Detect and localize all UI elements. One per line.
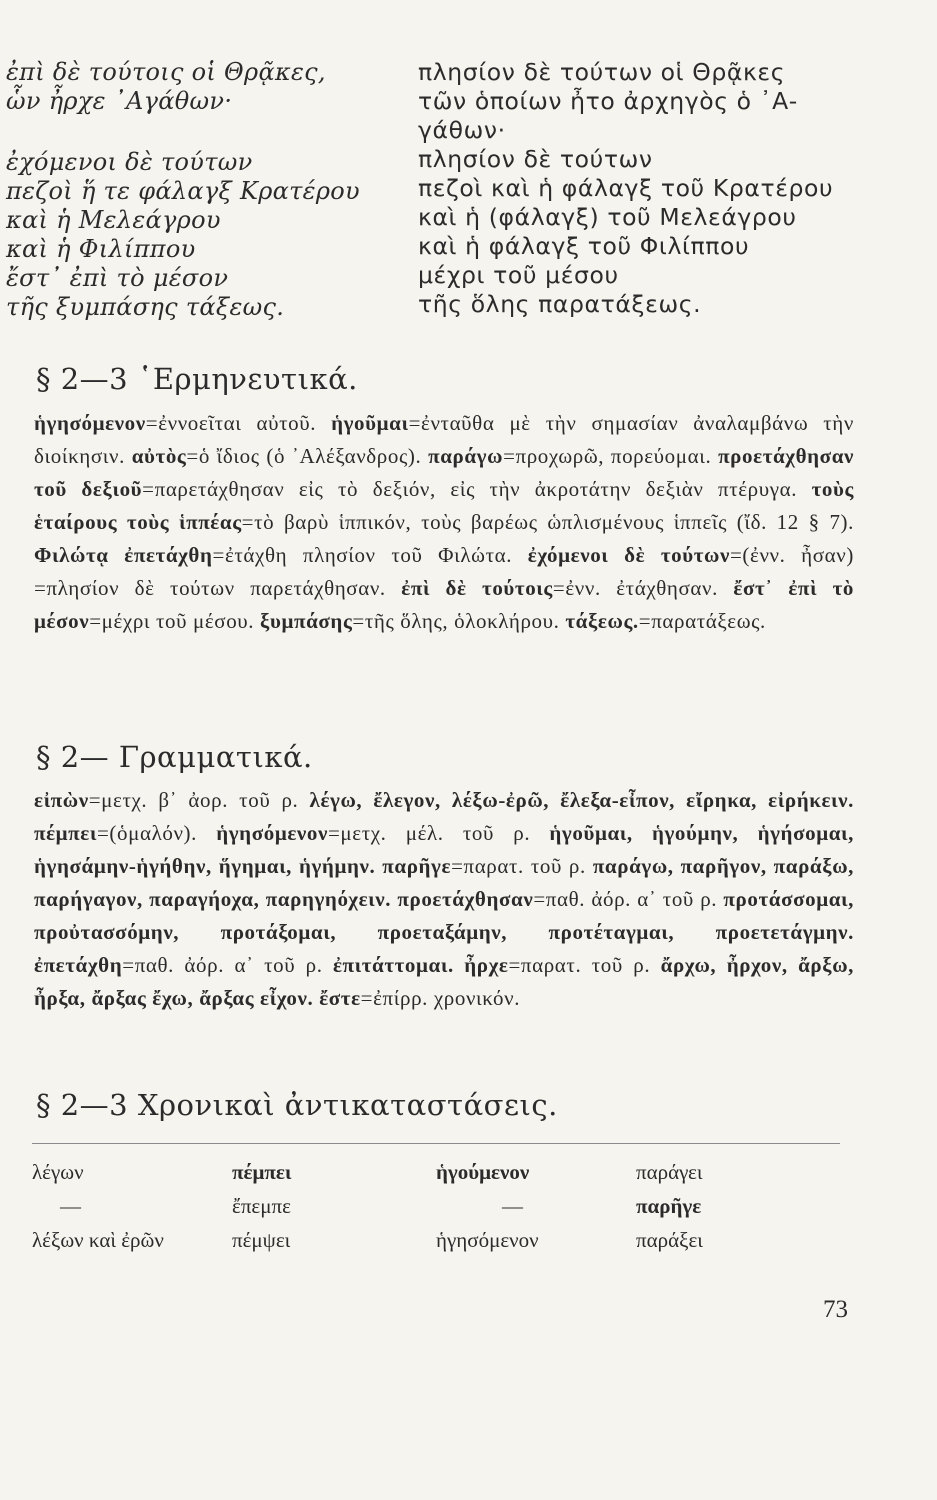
original-line: ἔστ᾽ ἐπὶ τὸ μέσον [6,264,229,292]
tense-cell: πέμπει [232,1160,292,1184]
original-line: πεζοὶ ἥ τε φάλαγξ Κρατέρου [6,177,360,205]
tense-heading: § 2—3 Χρονικαὶ ἀντικαταστάσεις. [36,1088,558,1122]
tense-cell: παράξει [636,1228,703,1252]
original-line: καὶ ἡ Μελεάγρου [6,206,221,234]
original-line: ἐχόμενοι δὲ τούτων [6,148,253,176]
tense-cell: — [60,1194,81,1218]
hermeneutic-paragraph: ἡγησόμενον=ἐννοεῖται αὐτοῦ. ἡγοῦμαι=ἐνταῦθα μὲ τὴν σημασίαν ἀναλαμβάνω τὴν διοίκησιν. αὐτὸς=ὁ ἴδιος (ὁ ᾽Αλέξανδρος). παράγω=προχωρῶ, πορεύομαι. προετάχθησαν τοῦ δεξιοῦ=παρετάχθησαν εἰς τὸ δεξιόν, εἰς τὴν ἀκροτάτην δεξιὰν πτέρυγα. τοὺς ἑταίρους τοὺς ἱππέας=τὸ βαρὺ ἱππικόν, τοὺς βαρέως ὡπλισμένους ἱππεῖς (ἴδ. 12 § 7). Φιλώτᾳ ἐπετάχθη=ἐτάχθη πλησίον τοῦ Φιλώτα. ἐχόμενοι δὲ τούτων=(ἐνν. ἦσαν) =πλησίον δὲ τούτων παρετάχθησαν. ἐπὶ δὲ τούτοις=ἐνν. ἐτάχθησαν. ἔστ᾽ ἐπὶ τὸ μέσον=μέχρι τοῦ μέσου. ξυμπάσης=τῆς ὅλης, ὁλοκλήρου. τάξεως.=παρατάξεως. [34,411,855,633]
tense-cell: ἡγούμενον [436,1160,530,1184]
tense-cell: λέξων καὶ ἐρῶν [32,1228,164,1252]
hermeneutic-heading: § 2—3 ῾Ερμηνευτικά. [36,362,358,396]
original-line: καὶ ἡ Φιλίππου [6,235,196,263]
original-text-column [6,58,396,322]
original-line: τῆς ξυμπάσης τάξεως. [6,293,285,321]
translation-line: τῶν ὁποίων ἦτο ἀρχηγὸς ὁ ᾽Α- [418,87,798,115]
translation-line: καὶ ἡ (φάλαγξ) τοῦ Μελεάγρου [418,203,797,231]
tense-cell: παράγει [636,1160,703,1184]
tense-cell: πέμψει [232,1228,291,1252]
grammar-paragraph: εἰπὼν=μετχ. β᾽ ἀορ. τοῦ ρ. λέγω, ἔλεγον, λέξω-ἐρῶ, ἔλεξα-εἶπον, εἴρηκα, εἰρήκειν. πέμπει=(ὁμαλόν). ἡγησόμενον=μετχ. μέλ. τοῦ ρ. ἡγοῦμαι, ἡγούμην, ἡγήσομαι, ἡγησάμην-ἡγήθην, ἥγημαι, ἡγήμην. παρῆγε=παρατ. τοῦ ρ. παράγω, παρῆγον, παράξω, παρήγαγον, παραγήοχα, παρηγηόχειν. προετάχθησαν=παθ. ἀόρ. α᾽ τοῦ ρ. προτάσσομαι, προὐτασσόμην, προτάξομαι, προεταξάμην, προτέταγμαι, προετετάγμην. ἐπετάχθη=παθ. ἀόρ. α᾽ τοῦ ρ. ἐπιτάττομαι. ἦρχε=παρατ. τοῦ ρ. ἄρχω, ἦρχον, ἄρξω, ἦρξα, ἄρξας ἔχω, ἄρξας εἶχον. ἔστε=ἐπίρρ. χρονικόν. [34,788,855,1010]
translation-column [418,58,834,319]
tense-row [32,1194,812,1228]
translation-line: γάθων· [418,116,506,144]
tense-cell: — [502,1194,523,1218]
translation-line: μέχρι τοῦ μέσου [418,261,619,289]
original-line: ἐπὶ δὲ τούτοις οἱ Θρᾷκες, [6,58,326,86]
tense-table [32,1160,812,1262]
grammar-heading: § 2— Γραμματικά. [36,740,313,774]
translation-line: πλησίον δὲ τούτων [418,145,653,173]
tense-cell: παρῆγε [636,1194,702,1218]
tense-row [32,1160,812,1194]
tense-cell: ἔπεμπε [232,1194,291,1218]
stanza-gap [6,116,396,148]
original-line: ὧν ἦρχε ᾽Αγάθων· [6,87,233,115]
translation-line: πλησίον δὲ τούτων οἱ Θρᾷκες [418,58,786,86]
tense-row [32,1228,812,1262]
translation-line: τῆς ὅλης παρατάξεως. [418,290,702,318]
page-number: 73 [823,1296,848,1323]
translation-line: καὶ ἡ φάλαγξ τοῦ Φιλίππου [418,232,750,260]
divider-rule [32,1143,840,1144]
tense-cell: λέγων [32,1160,84,1184]
translation-line: πεζοὶ καὶ ἡ φάλαγξ τοῦ Κρατέρου [418,174,834,202]
tense-cell: ἡγησόμενον [436,1228,539,1252]
